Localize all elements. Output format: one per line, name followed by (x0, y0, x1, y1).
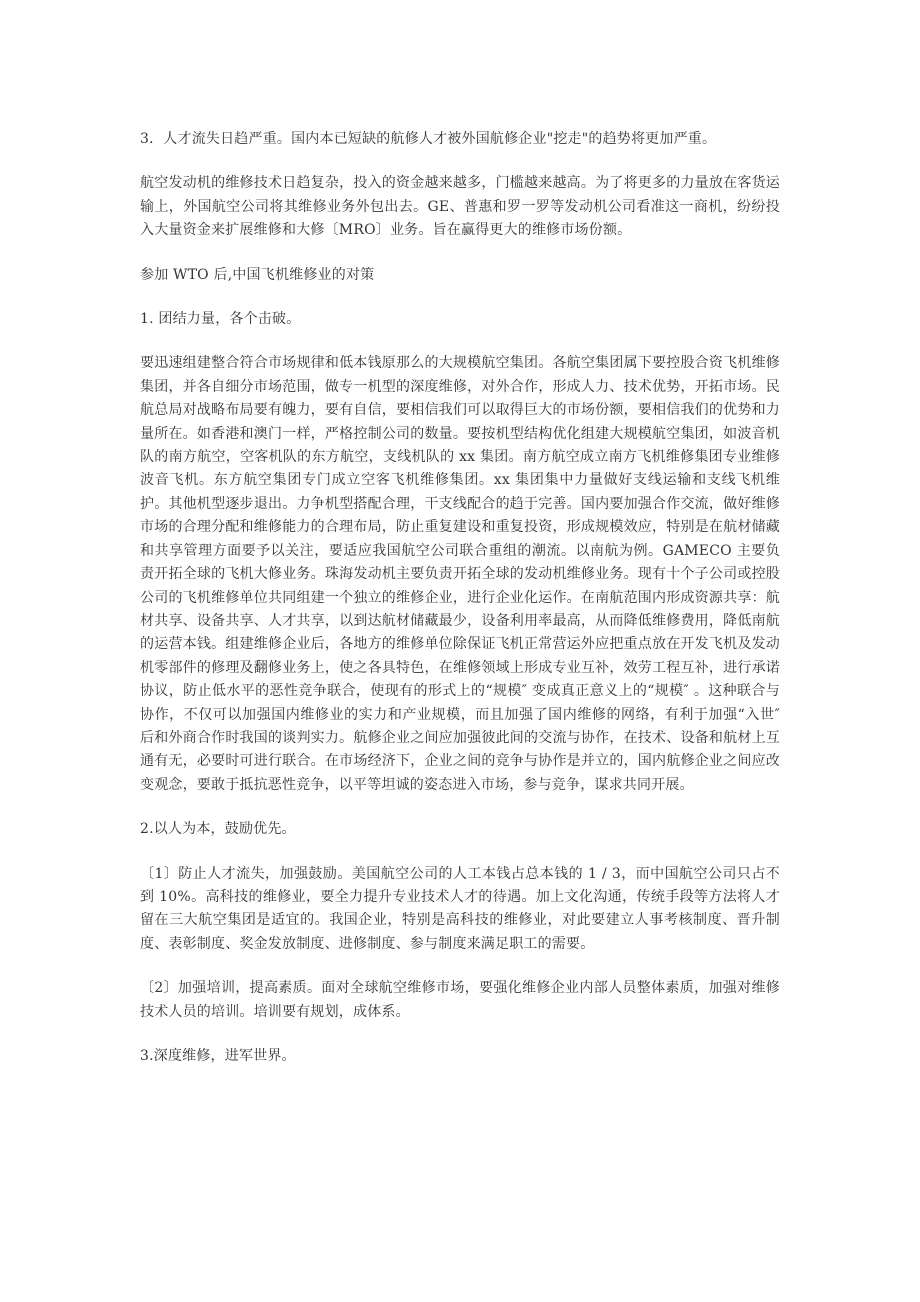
paragraph-training: 〔2〕加强培训，提高素质。面对全球航空维修市场，要强化维修企业内部人员整体素质，加强对维修技术人员的培训。培训要有规划，成体系。 (140, 980, 780, 1020)
subheading-deep-maintenance: 3.深度维修，进军世界。 (140, 1048, 296, 1064)
paragraph-prevent-talent-loss: 〔1〕防止人才流失，加强鼓励。美国航空公司的人工本钱占总本钱的 1 / 3，而中国航空公司只占不到 10%。高科技的维修业，要全力提升专业技术人才的待遇。加上文化沟通，传统手段等方法将人才留在三大航空集团是适宜的。我国企业，特别是高科技的维修业，对此要建立人事考核制度、晋升制度、表彰制度、奖金发放制度、进修制度、参与制度来满足职工的需要。 (140, 865, 780, 952)
paragraph-talent-loss: 3．人才流失日趋严重。国内本已短缺的航修人才被外国航修企业"挖走"的趋势将更加严重。 (140, 131, 717, 147)
paragraph-engine-maintenance: 航空发动机的维修技术日趋复杂，投入的资金越来越多，门槛越来越高。为了将更多的力量放在客货运输上，外国航空公司将其维修业务外包出去。GE、普惠和罗一罗等发动机公司看准这一商机，纷纷投入大量资金来扩展维修和大修〔MRO〕业务。旨在赢得更大的维修市场份额。 (140, 175, 780, 239)
subheading-people-first: 2.以人为本，鼓励优先。 (140, 821, 296, 838)
subheading-unite-forces: 1. 团结力量，各个击破。 (140, 311, 301, 328)
document-body (140, 128, 780, 1089)
paragraph-aviation-groups: 要迅速组建整合符合市场规律和低本钱原那么的大规模航空集团。各航空集团属下要控股合资飞机维修集团，并各自细分市场范围，做专一机型的深度维修，对外合作，形成人力、技术优势，开拓市场。民航总局对战略布局要有魄力，要有自信，要相信我们可以取得巨大的市场份额，要相信我们的优势和力量所在。如香港和澳门一样，严格控制公司的数量。要按机型结构优化组建大规模航空集团，如波音机队的南方航空，空客机队的东方航空，支线机队的 xx 集团。南方航空成立南方飞机维修集团专业维修波音飞机。东方航空集团专门成立空客飞机维修集团。xx 集团集中力量做好支线运输和支线飞机维护。其他机型逐步退出。力争机型搭配合理，干支线配合的趋于完善。国内要加强合作交流，做好维修市场的合理分配和维修能力的合理布局，防止重复建设和重复投资，形成规模效应，特别是在航材储藏和共享管理方面要予以关注，要适应我国航空公司联合重组的潮流。以南航为例。GAMECO 主要负责开拓全球的飞机大修业务。珠海发动机主要负责开拓全球的发动机维修业务。现有十个子公司或控股公司的飞机维修单位共同组建一个独立的维修企业，进行企业化运作。在南航范围内形成资源共享：航材共享、设备共享、人才共享，以到达航材储藏最少，设备利用率最高，从而降低维修费用，降低南航的运营本钱。组建维修企业后，各地方的维修单位除保证飞机正常营运外应把重点放在开发飞机及发动机零部件的修理及翻修业务上，使之各具特色，在维修领域上形成专业互补，效劳工程互补，进行承诺协议，防止低水平的恶性竞争联合，使现有的形式上的“规模″ 变成真正意义上的“规模″ 。这种联合与协作，不仅可以加强国内维修业的实力和产业规模，而且加强了国内维修的网络，有利于加强“入世″ 后和外商合作时我国的谈判实力。航修企业之间应加强彼此间的交流与协作，在技术、设备和航材上互通有无，必要时可进行联合。在市场经济下，企业之间的竞争与协作是并立的，国内航修企业之间应改变观念，要敢于抵抗恶性竞争，以平等坦诚的姿态进入市场，参与竞争，谋求共同开展。 (140, 355, 780, 793)
section-heading-wto-strategy: 参加 WTO 后,中国飞机维修业的对策 (140, 266, 375, 283)
